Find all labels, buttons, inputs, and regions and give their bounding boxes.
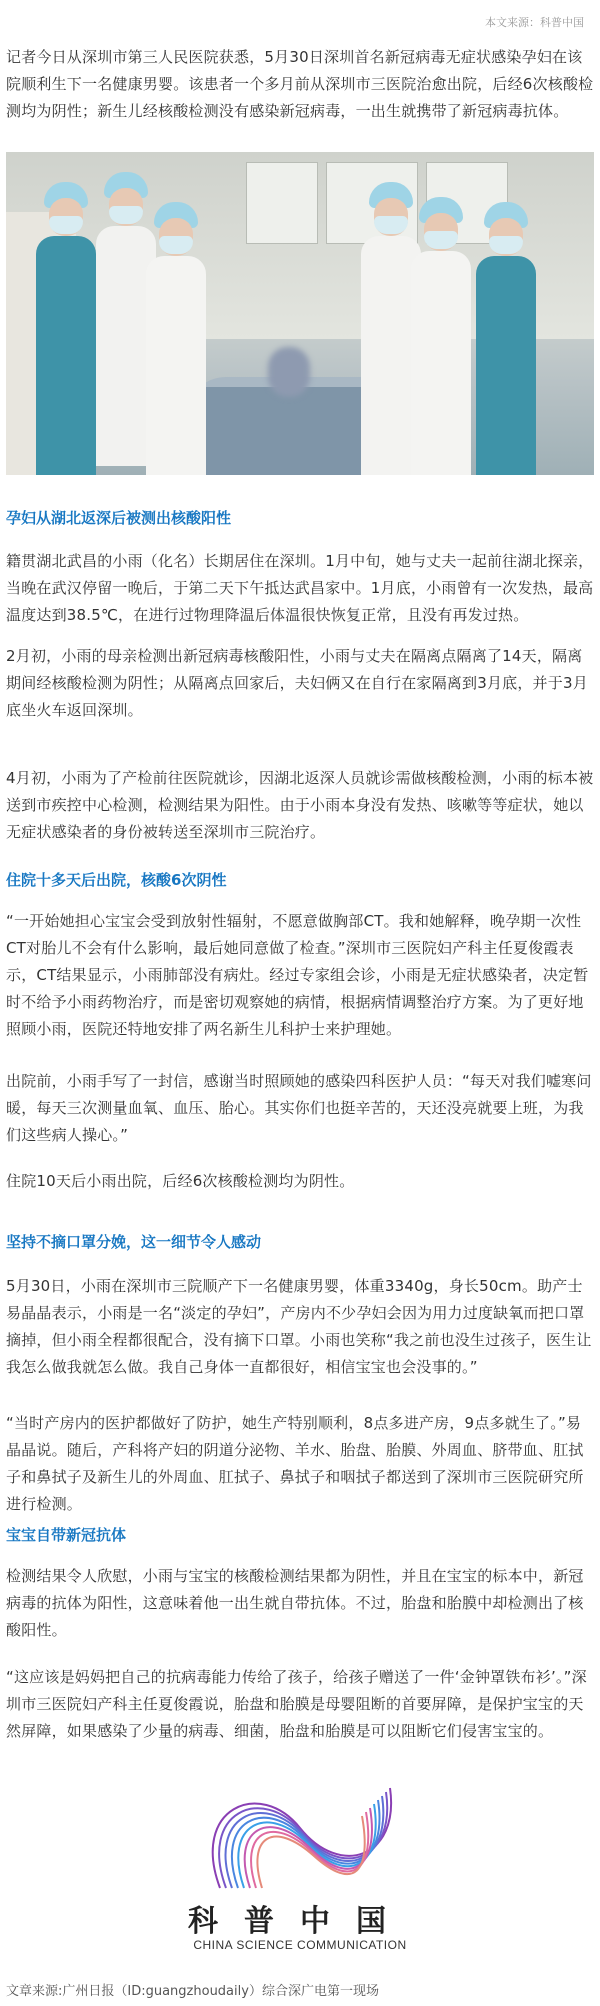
- logo-english-text: CHINA SCIENCE COMMUNICATION: [193, 1938, 407, 1952]
- logo-chinese-text: 科普中国: [188, 1904, 412, 1939]
- section-4-paragraph-1: 检测结果令人欣慰，小雨与宝宝的核酸检测结果都为阴性，并且在宝宝的标本中，新冠病毒的抗体为阳性，这意味着他一出生就自带抗体。不过，胎盘和胎膜中却检测出了核酸阳性。: [6, 1567, 584, 1639]
- china-science-communication-logo: [150, 1768, 450, 1968]
- section-3-paragraph-2: “当时产房内的医护都做好了防护，她生产特别顺利，8点多进产房，9点多就生了。”易晶晶说。随后，产科将产妇的阴道分泌物、羊水、胎盘、胎膜、外周血、脐带血、肛拭子和鼻拭子及新生儿的外周血、肛拭子、鼻拭子和咽拭子都送到了深圳市三医院研究所进行检测。: [6, 1414, 584, 1513]
- section-3-paragraph-1: 5月30日，小雨在深圳市三院顺产下一名健康男婴，体重3340g，身长50cm。助产士易晶晶表示，小雨是一名“淡定的孕妇”，产房内不少孕妇会因为用力过度缺氧而把口罩摘掉，但小雨全程都很配合，没有摘下口罩。小雨也笑称“我之前也没生过孩子，医生让我怎么做我就怎么做。我自己身体一直都很好，相信宝宝也会没事的。”: [6, 1277, 592, 1376]
- ribbon-icon: [150, 1768, 450, 1898]
- section-2-paragraph-3: 住院10天后小雨出院，后经6次核酸检测均为阴性。: [6, 1172, 355, 1190]
- section-heading-3: 坚持不摘口罩分娩，这一细节令人感动: [6, 1233, 262, 1251]
- section-2-paragraph-2: 出院前，小雨手写了一封信，感谢当时照顾她的感染四科医护人员：“每天对我们嘘寒问暖，每天三次测量血氧、血压、胎心。其实你们也挺辛苦的，天还没亮就要上班，为我们这些病人操心。”: [6, 1072, 592, 1144]
- section-1-paragraph-1: 籍贯湖北武昌的小雨（化名）长期居住在深圳。1月中旬，她与丈夫一起前往湖北探亲，当晚在武汉停留一晚后，于第二天下午抵达武昌家中。1月底，小雨曾有一次发热，最高温度达到38.5℃，在进行过物理降温后体温很快恢复正常，且没有再发过热。: [6, 552, 594, 624]
- hospital-photo: [6, 152, 594, 475]
- section-2-paragraph-1: “一开始她担心宝宝会受到放射性辐射，不愿意做胸部CT。我和她解释，晚孕期一次性CT对胎儿不会有什么影响，最后她同意做了检查。”深圳市三医院妇产科主任夏俊霞表示，CT结果显示，小雨肺部没有病灶。经过专家组会诊，小雨是无症状感染者，决定暂时不给予小雨药物治疗，而是密切观察她的病情，根据病情调整治疗方案。为了更好地照顾小雨，医院还特地安排了两名新生儿科护士来护理她。: [6, 912, 589, 1038]
- source-credit-bottom: 文章来源:广州日报（ID:guangzhoudaily）综合深广电第一现场: [6, 1984, 379, 1999]
- section-heading-4: 宝宝自带新冠抗体: [6, 1526, 127, 1544]
- section-1-paragraph-3: 4月初，小雨为了产检前往医院就诊，因湖北返深人员就诊需做核酸检测，小雨的标本被送到市疾控中心检测，检测结果为阳性。由于小雨本身没有发热、咳嗽等等症状，她以无症状感染者的身份被转送至深圳市三院治疗。: [6, 769, 594, 841]
- section-4-paragraph-2: “这应该是妈妈把自己的抗病毒能力传给了孩子，给孩子赠送了一件‘金钟罩铁布衫’。”深圳市三医院妇产科主任夏俊霞说，胎盘和胎膜是母婴阻断的首要屏障，是保护宝宝的天然屏障，如果感染了少量的病毒、细菌，胎盘和胎膜是可以阻断它们侵害宝宝的。: [6, 1668, 587, 1740]
- section-heading-1: 孕妇从湖北返深后被测出核酸阳性: [6, 509, 232, 527]
- section-1-paragraph-2: 2月初，小雨的母亲检测出新冠病毒核酸阳性，小雨与丈夫在隔离点隔离了14天，隔离期间经核酸检测为阴性；从隔离点回家后，夫妇俩又在自行在家隔离到3月底，并于3月底坐火车返回深圳。: [6, 647, 588, 719]
- section-heading-2: 住院十多天后出院，核酸6次阴性: [6, 871, 227, 889]
- source-credit-top: 本文来源：科普中国: [485, 16, 584, 29]
- intro-paragraph: 记者今日从深圳市第三人民医院获悉，5月30日深圳首名新冠病毒无症状感染孕妇在该院顺利生下一名健康男婴。该患者一个多月前从深圳市三医院治愈出院，后经6次核酸检测均为阴性；新生儿经核酸检测没有感染新冠病毒，一出生就携带了新冠病毒抗体。: [6, 48, 594, 120]
